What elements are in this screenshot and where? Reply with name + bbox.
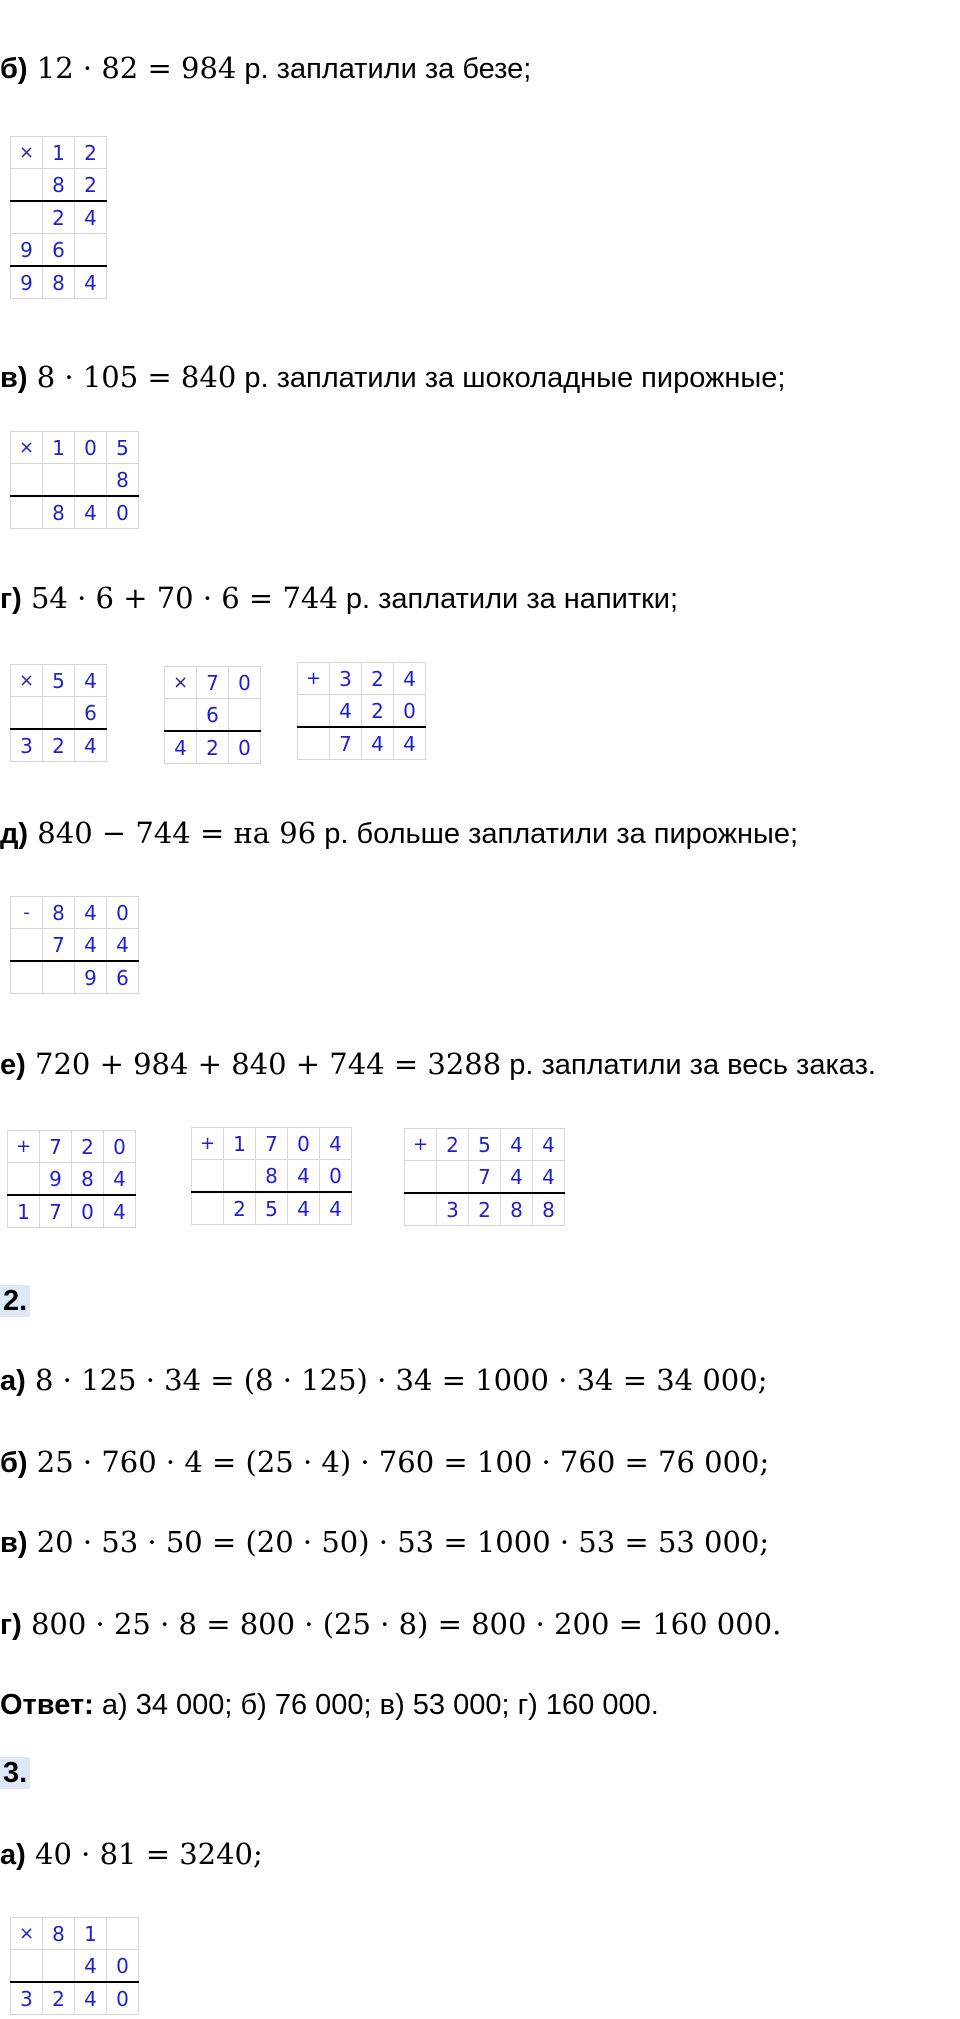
calc-cell: 0	[75, 432, 107, 464]
item-label: е)	[0, 1049, 26, 1081]
calc-cell: 2	[75, 169, 107, 202]
math-expression: 20 · 53 · 50 = (20 · 50) · 53 = 1000 · 53 = 53 000;	[36, 1525, 770, 1559]
calc-cell: 2	[224, 1192, 256, 1225]
calc-cell: 0	[107, 897, 139, 929]
calc-cell: 4	[104, 1195, 136, 1228]
calc-cell	[43, 1950, 75, 1983]
calc-cell: 8	[43, 1918, 75, 1950]
calc-cell	[75, 234, 107, 267]
calc-cell: 4	[75, 665, 107, 697]
item-text: р. заплатили за безе;	[236, 53, 532, 85]
calc-cell	[43, 464, 75, 497]
calc-cell: 4	[75, 929, 107, 962]
calc-cell: 4	[501, 1129, 533, 1161]
task-3-heading	[0, 1752, 30, 1793]
calc-cell: 4	[533, 1161, 565, 1194]
item-g	[0, 578, 678, 619]
item-label: б)	[0, 1447, 28, 1479]
calc-cell	[437, 1161, 469, 1194]
calc-cell: 7	[469, 1161, 501, 1194]
calc-cell: +	[405, 1129, 437, 1161]
calc-cell	[11, 496, 43, 529]
calc-cell	[75, 464, 107, 497]
item-b	[0, 48, 531, 89]
item-label: в)	[0, 362, 28, 394]
calc-cell: 3	[11, 1982, 43, 2015]
task-2-answer	[0, 1684, 659, 1725]
calc-cell: 7	[330, 727, 362, 760]
calc-cell: 2	[72, 1131, 104, 1163]
calc-cell: 9	[11, 266, 43, 299]
answer-label: Ответ:	[0, 1689, 94, 1721]
calc-cell: 2	[43, 729, 75, 762]
calc-cell: 6	[107, 961, 139, 994]
calc-cell: 4	[362, 727, 394, 760]
calc-cell: 3	[11, 729, 43, 762]
calc-cell	[43, 697, 75, 730]
column-calc-840minus744	[10, 896, 139, 994]
task-number: 2.	[0, 1285, 30, 1317]
math-expression: 12 · 82 = 984	[36, 51, 237, 85]
item-label: б)	[0, 53, 28, 85]
calc-cell: 1	[43, 432, 75, 464]
calc-cell: 0	[394, 695, 426, 728]
item-text: р. заплатили за весь заказ.	[501, 1049, 876, 1081]
calc-cell	[229, 699, 261, 732]
calc-cell: 0	[107, 496, 139, 529]
calc-cell: 8	[43, 169, 75, 202]
column-calc-1704plus840	[191, 1127, 352, 1225]
calc-cell: 1	[224, 1128, 256, 1160]
calc-cell: 4	[75, 1982, 107, 2015]
calc-cell: 7	[256, 1128, 288, 1160]
calc-cell	[43, 961, 75, 994]
calc-cell: 4	[320, 1128, 352, 1160]
calc-cell: 0	[72, 1195, 104, 1228]
column-calc-720plus984	[7, 1130, 136, 1228]
calc-cell: 6	[75, 697, 107, 730]
calc-cell	[11, 1950, 43, 1983]
task-2-v	[0, 1522, 769, 1563]
calc-cell: 9	[11, 234, 43, 267]
calc-cell: 4	[394, 663, 426, 695]
calc-cell: 6	[43, 234, 75, 267]
item-v	[0, 357, 785, 398]
column-calc-81x40	[10, 1917, 139, 2015]
task-2-heading	[0, 1280, 30, 1321]
calc-cell: 7	[43, 929, 75, 962]
calc-cell: 3	[330, 663, 362, 695]
calc-cell: +	[8, 1131, 40, 1163]
column-calc-105x8	[10, 431, 139, 529]
calc-cell: +	[298, 663, 330, 695]
calc-cell: 2	[362, 695, 394, 728]
calc-cell: 0	[320, 1160, 352, 1193]
item-label: г)	[0, 1609, 22, 1641]
column-calc-70x6	[164, 666, 261, 764]
calc-cell	[11, 201, 43, 234]
item-e	[0, 1044, 876, 1085]
math-expression: 800 · 25 · 8 = 800 · (25 · 8) = 800 · 200 = 160 000.	[30, 1607, 782, 1641]
math-expression: 720 + 984 + 840 + 744 = 3288	[35, 1047, 502, 1081]
calc-cell: 0	[288, 1128, 320, 1160]
calc-cell	[405, 1193, 437, 1226]
calc-cell: 4	[320, 1192, 352, 1225]
task-2-b	[0, 1442, 769, 1483]
calc-cell: 8	[256, 1160, 288, 1193]
calc-cell: 8	[43, 897, 75, 929]
calc-cell: 7	[197, 667, 229, 699]
calc-cell: 0	[107, 1950, 139, 1983]
column-calc-12x82	[10, 136, 107, 299]
calc-cell: 4	[75, 201, 107, 234]
calc-cell	[192, 1192, 224, 1225]
calc-cell: 4	[288, 1192, 320, 1225]
calc-cell: 8	[107, 464, 139, 497]
calc-cell: 4	[394, 727, 426, 760]
calc-cell: 8	[501, 1193, 533, 1226]
calc-cell: 1	[43, 137, 75, 169]
calc-cell: 4	[75, 729, 107, 762]
calc-cell: 5	[107, 432, 139, 464]
calc-cell	[298, 695, 330, 728]
calc-cell: 4	[75, 1950, 107, 1983]
calc-cell: 4	[533, 1129, 565, 1161]
math-expression: 8 · 125 · 34 = (8 · 125) · 34 = 1000 · 34 = 34 000;	[35, 1363, 768, 1397]
math-expression: 40 · 81 = 3240;	[35, 1837, 263, 1871]
calc-cell: 4	[288, 1160, 320, 1193]
calc-cell	[107, 1918, 139, 1950]
column-calc-54x6	[10, 664, 107, 762]
calc-cell: 8	[72, 1163, 104, 1196]
calc-cell: 8	[43, 266, 75, 299]
calc-cell	[11, 961, 43, 994]
calc-cell	[8, 1163, 40, 1196]
calc-cell: 3	[437, 1193, 469, 1226]
calc-cell: 4	[165, 731, 197, 764]
calc-cell: 5	[256, 1192, 288, 1225]
calc-cell: 2	[43, 201, 75, 234]
item-label: в)	[0, 1527, 28, 1559]
item-label: г)	[0, 583, 22, 615]
calc-cell: 4	[75, 496, 107, 529]
calc-cell	[192, 1160, 224, 1193]
calc-cell: 2	[75, 137, 107, 169]
column-calc-2544plus744	[404, 1128, 565, 1226]
calc-cell: 9	[40, 1163, 72, 1196]
answer-text: а) 34 000; б) 76 000; в) 53 000; г) 160 000.	[93, 1689, 659, 1721]
calc-cell: 7	[40, 1195, 72, 1228]
math-expression: 840 − 744 = на 96	[37, 816, 317, 850]
calc-cell: 8	[43, 496, 75, 529]
item-label: д)	[0, 818, 29, 850]
math-expression: 8 · 105 = 840	[36, 360, 237, 394]
calc-cell: 2	[469, 1193, 501, 1226]
calc-cell: 1	[75, 1918, 107, 1950]
calc-cell: ×	[11, 665, 43, 697]
calc-cell: 4	[330, 695, 362, 728]
calc-cell	[11, 697, 43, 730]
calc-cell: -	[11, 897, 43, 929]
calc-cell: 2	[437, 1129, 469, 1161]
calc-cell	[11, 929, 43, 962]
item-text: р. больше заплатили за пирожные;	[316, 818, 799, 850]
calc-cell: ×	[11, 1918, 43, 1950]
calc-cell: ×	[11, 432, 43, 464]
calc-cell: 9	[75, 961, 107, 994]
task-3-a	[0, 1834, 263, 1875]
calc-cell: 2	[362, 663, 394, 695]
calc-cell: ×	[11, 137, 43, 169]
calc-cell	[405, 1161, 437, 1194]
math-expression: 54 · 6 + 70 · 6 = 744	[30, 581, 338, 615]
item-text: р. заплатили за напитки;	[337, 583, 679, 615]
calc-cell	[165, 699, 197, 732]
calc-cell	[11, 169, 43, 202]
item-label: а)	[0, 1839, 26, 1871]
calc-cell: 4	[501, 1161, 533, 1194]
item-label: а)	[0, 1365, 26, 1397]
calc-cell: 4	[107, 929, 139, 962]
column-calc-324plus420	[297, 662, 426, 760]
calc-cell: 8	[533, 1193, 565, 1226]
calc-cell: 4	[75, 897, 107, 929]
calc-cell: 0	[104, 1131, 136, 1163]
calc-cell: 7	[40, 1131, 72, 1163]
math-expression: 25 · 760 · 4 = (25 · 4) · 760 = 100 · 760 = 76 000;	[36, 1445, 770, 1479]
task-2-a	[0, 1360, 767, 1401]
calc-cell: +	[192, 1128, 224, 1160]
calc-cell	[224, 1160, 256, 1193]
calc-cell: 0	[229, 667, 261, 699]
calc-cell: 4	[104, 1163, 136, 1196]
calc-cell: 0	[229, 731, 261, 764]
calc-cell: 0	[107, 1982, 139, 2015]
item-d	[0, 813, 798, 854]
task-2-g	[0, 1604, 781, 1645]
calc-cell: 5	[469, 1129, 501, 1161]
calc-cell: 2	[43, 1982, 75, 2015]
calc-cell: 5	[43, 665, 75, 697]
calc-cell: 1	[8, 1195, 40, 1228]
calc-cell: ×	[165, 667, 197, 699]
calc-cell: 2	[197, 731, 229, 764]
task-number: 3.	[0, 1757, 30, 1789]
item-text: р. заплатили за шоколадные пирожные;	[236, 362, 786, 394]
calc-cell	[298, 727, 330, 760]
calc-cell: 6	[197, 699, 229, 732]
calc-cell	[11, 464, 43, 497]
calc-cell: 4	[75, 266, 107, 299]
